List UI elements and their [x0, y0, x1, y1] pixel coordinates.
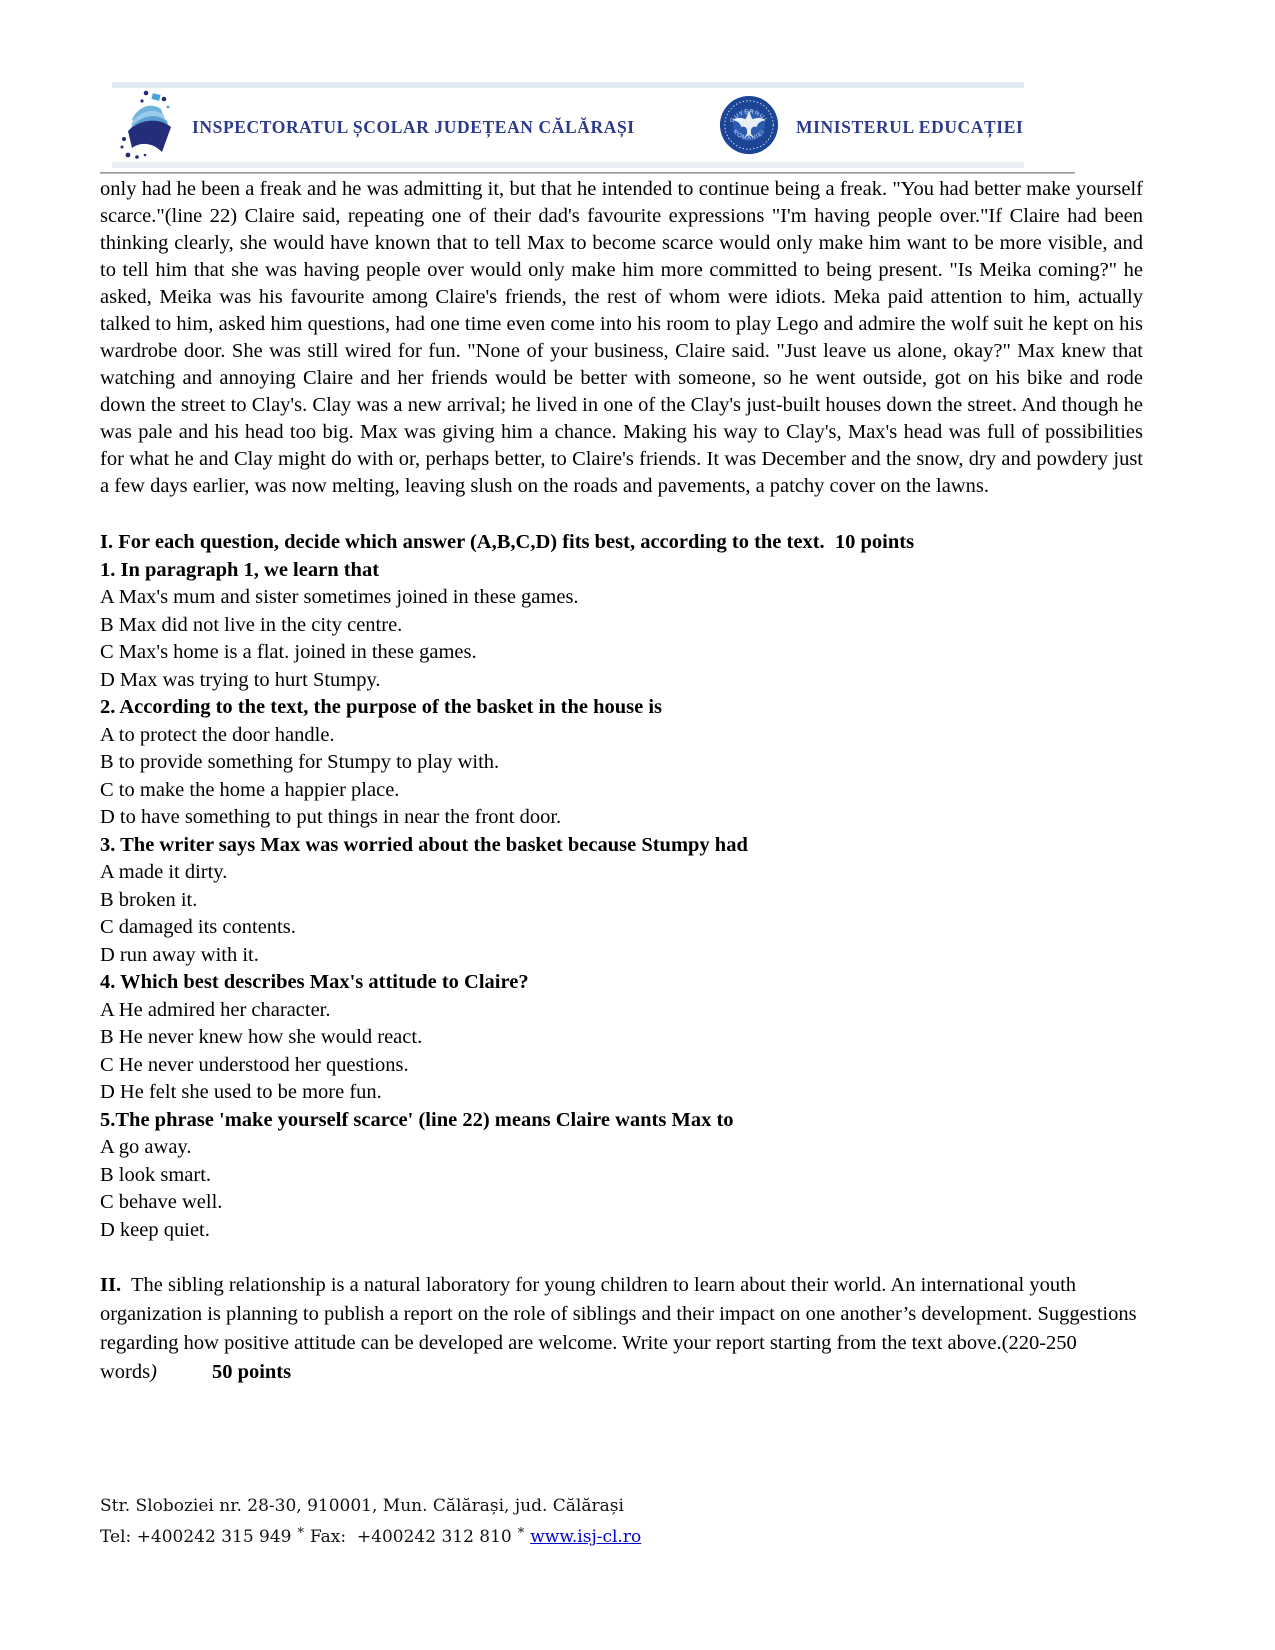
ministry-name: MINISTERUL EDUCAȚIEI [796, 117, 1024, 137]
government-seal-icon [718, 94, 780, 161]
question-3-option-c: C damaged its contents. [100, 916, 296, 938]
question-5-option-c: C behave well. [100, 1191, 223, 1213]
reading-passage: only had he been a freak and he was admitting it, but that he intended to continue being a freak. "You had better make yourself scarce."(line 22) Claire said, repeating one of their dad's favourite expressions "I'm having people over."If Claire had been thinking clearly, she would have known that to tell Max to become scarce would only make him want to be more visible, and to tell him that she was having people over would only make him more committed to being present. "Is Meika coming?" he asked, Meika was his favourite among Claire's friends, the rest of whom were idiots. Meka paid attention to him, actually talked to him, asked him questions, had one time even come into his room to play Lego and admire the wolf suit he kept on his wardrobe door. She was still wired for fun. "None of your business, Claire said. "Just leave us alone, okay?" Max knew that watching and annoying Claire and her friends would be better with someone, so he went outside, got on his bike and rode down the street to Clay's. Clay was a new arrival; he lived in one of the Clay's just-built houses down the street. And though he was pale and his head too big. Max was giving him a chance. Making his way to Clay's, Max's head was full of possibilities for what he and Clay might do with or, perhaps better, to Claire's friends. It was December and the snow, dry and powdery just a few days earlier, was now melting, leaving slush on the roads and pavements, a patchy cover on the lawns. [100, 178, 1143, 497]
question-2-option-b: B to provide something for Stumpy to play with. [100, 751, 500, 773]
question-4-option-c: C He never understood her questions. [100, 1053, 409, 1076]
footer-separator-1: * [297, 1526, 304, 1541]
question-1-prompt: 1. In paragraph 1, we learn that [100, 558, 380, 581]
question-1-option-c: C Max's home is a flat. joined in these games. [100, 641, 477, 663]
seal-text-top: GUVERNUL [729, 109, 769, 125]
question-2-option-d: D to have something to put things in near the front door. [100, 806, 562, 828]
website-link[interactable]: www.isj-cl.ro [530, 1527, 642, 1547]
open-book-icon [116, 89, 184, 166]
footer [100, 1492, 641, 1551]
footer-address: Str. Sloboziei nr. 28-30, 910001, Mun. Călărași, jud. Călărași [100, 1496, 624, 1516]
question-3-option-b: B broken it. [100, 888, 198, 911]
document-body [100, 176, 1143, 1408]
section-2-points: 50 points [211, 1361, 292, 1383]
section-1-questions [100, 529, 1143, 1244]
seal-text-bottom: ROMÂNIEI [731, 129, 767, 142]
inspectorate-logo [116, 89, 635, 166]
ministry-logo [718, 94, 1023, 161]
question-3-prompt: 3. The writer says Max was worried about the basket because Stumpy had [100, 833, 748, 856]
header-divider [100, 172, 1075, 174]
question-2-option-a: A to protect the door handle. [100, 723, 335, 746]
question-2-prompt: 2. According to the text, the purpose of the basket in the house is [100, 696, 663, 718]
section-1-heading: I. For each question, decide which answer (A,B,C,D) fits best, according to the text. 10 points [100, 531, 915, 553]
question-4-option-d: D He felt she used to be more fun. [100, 1081, 382, 1103]
question-3-option-a: A made it dirty. [100, 861, 228, 883]
header-banner [112, 82, 1024, 168]
question-5-option-d: D keep quiet. [100, 1218, 210, 1241]
footer-contact [100, 1520, 641, 1551]
question-1-option-a: A Max's mum and sister sometimes joined in these games. [100, 586, 579, 608]
question-1-option-d: D Max was trying to hurt Stumpy. [100, 668, 381, 691]
footer-fax: Fax: +400242 312 810 [310, 1527, 512, 1547]
question-3-option-d: D run away with it. [100, 943, 259, 966]
question-1-option-b: B Max did not live in the city centre. [100, 613, 403, 636]
question-5-option-b: B look smart. [100, 1163, 212, 1186]
question-5-option-a: A go away. [100, 1136, 192, 1158]
footer-tel: Tel: +400242 315 949 [100, 1527, 292, 1547]
question-4-option-b: B He never knew how she would react. [100, 1026, 423, 1048]
inspectorate-name: INSPECTORATUL ȘCOLAR JUDEȚEAN CĂLĂRAȘI [192, 117, 635, 137]
section-2-label: II. [100, 1274, 122, 1296]
footer-separator-2: * [517, 1526, 525, 1541]
question-2-option-c: C to make the home a happier place. [100, 778, 400, 801]
question-5-prompt: 5.The phrase 'make yourself scarce' (line 22) means Claire wants Max to [100, 1108, 734, 1131]
section-2-close-paren: ) [150, 1361, 157, 1383]
section-2-text: The sibling relationship is a natural laboratory for young children to learn about their world. An international youth organization is planning to publish a report on the role of siblings and their impact on one another’s development. Suggestions regarding how positive attitude can be developed are welcome. Write your report starting from the text above.(220-250 words [100, 1274, 1142, 1383]
question-4-option-a: A He admired her character. [100, 998, 331, 1021]
question-4-prompt: 4. Which best describes Max's attitude to Claire? [100, 971, 529, 993]
section-2-writing-task [100, 1271, 1143, 1387]
